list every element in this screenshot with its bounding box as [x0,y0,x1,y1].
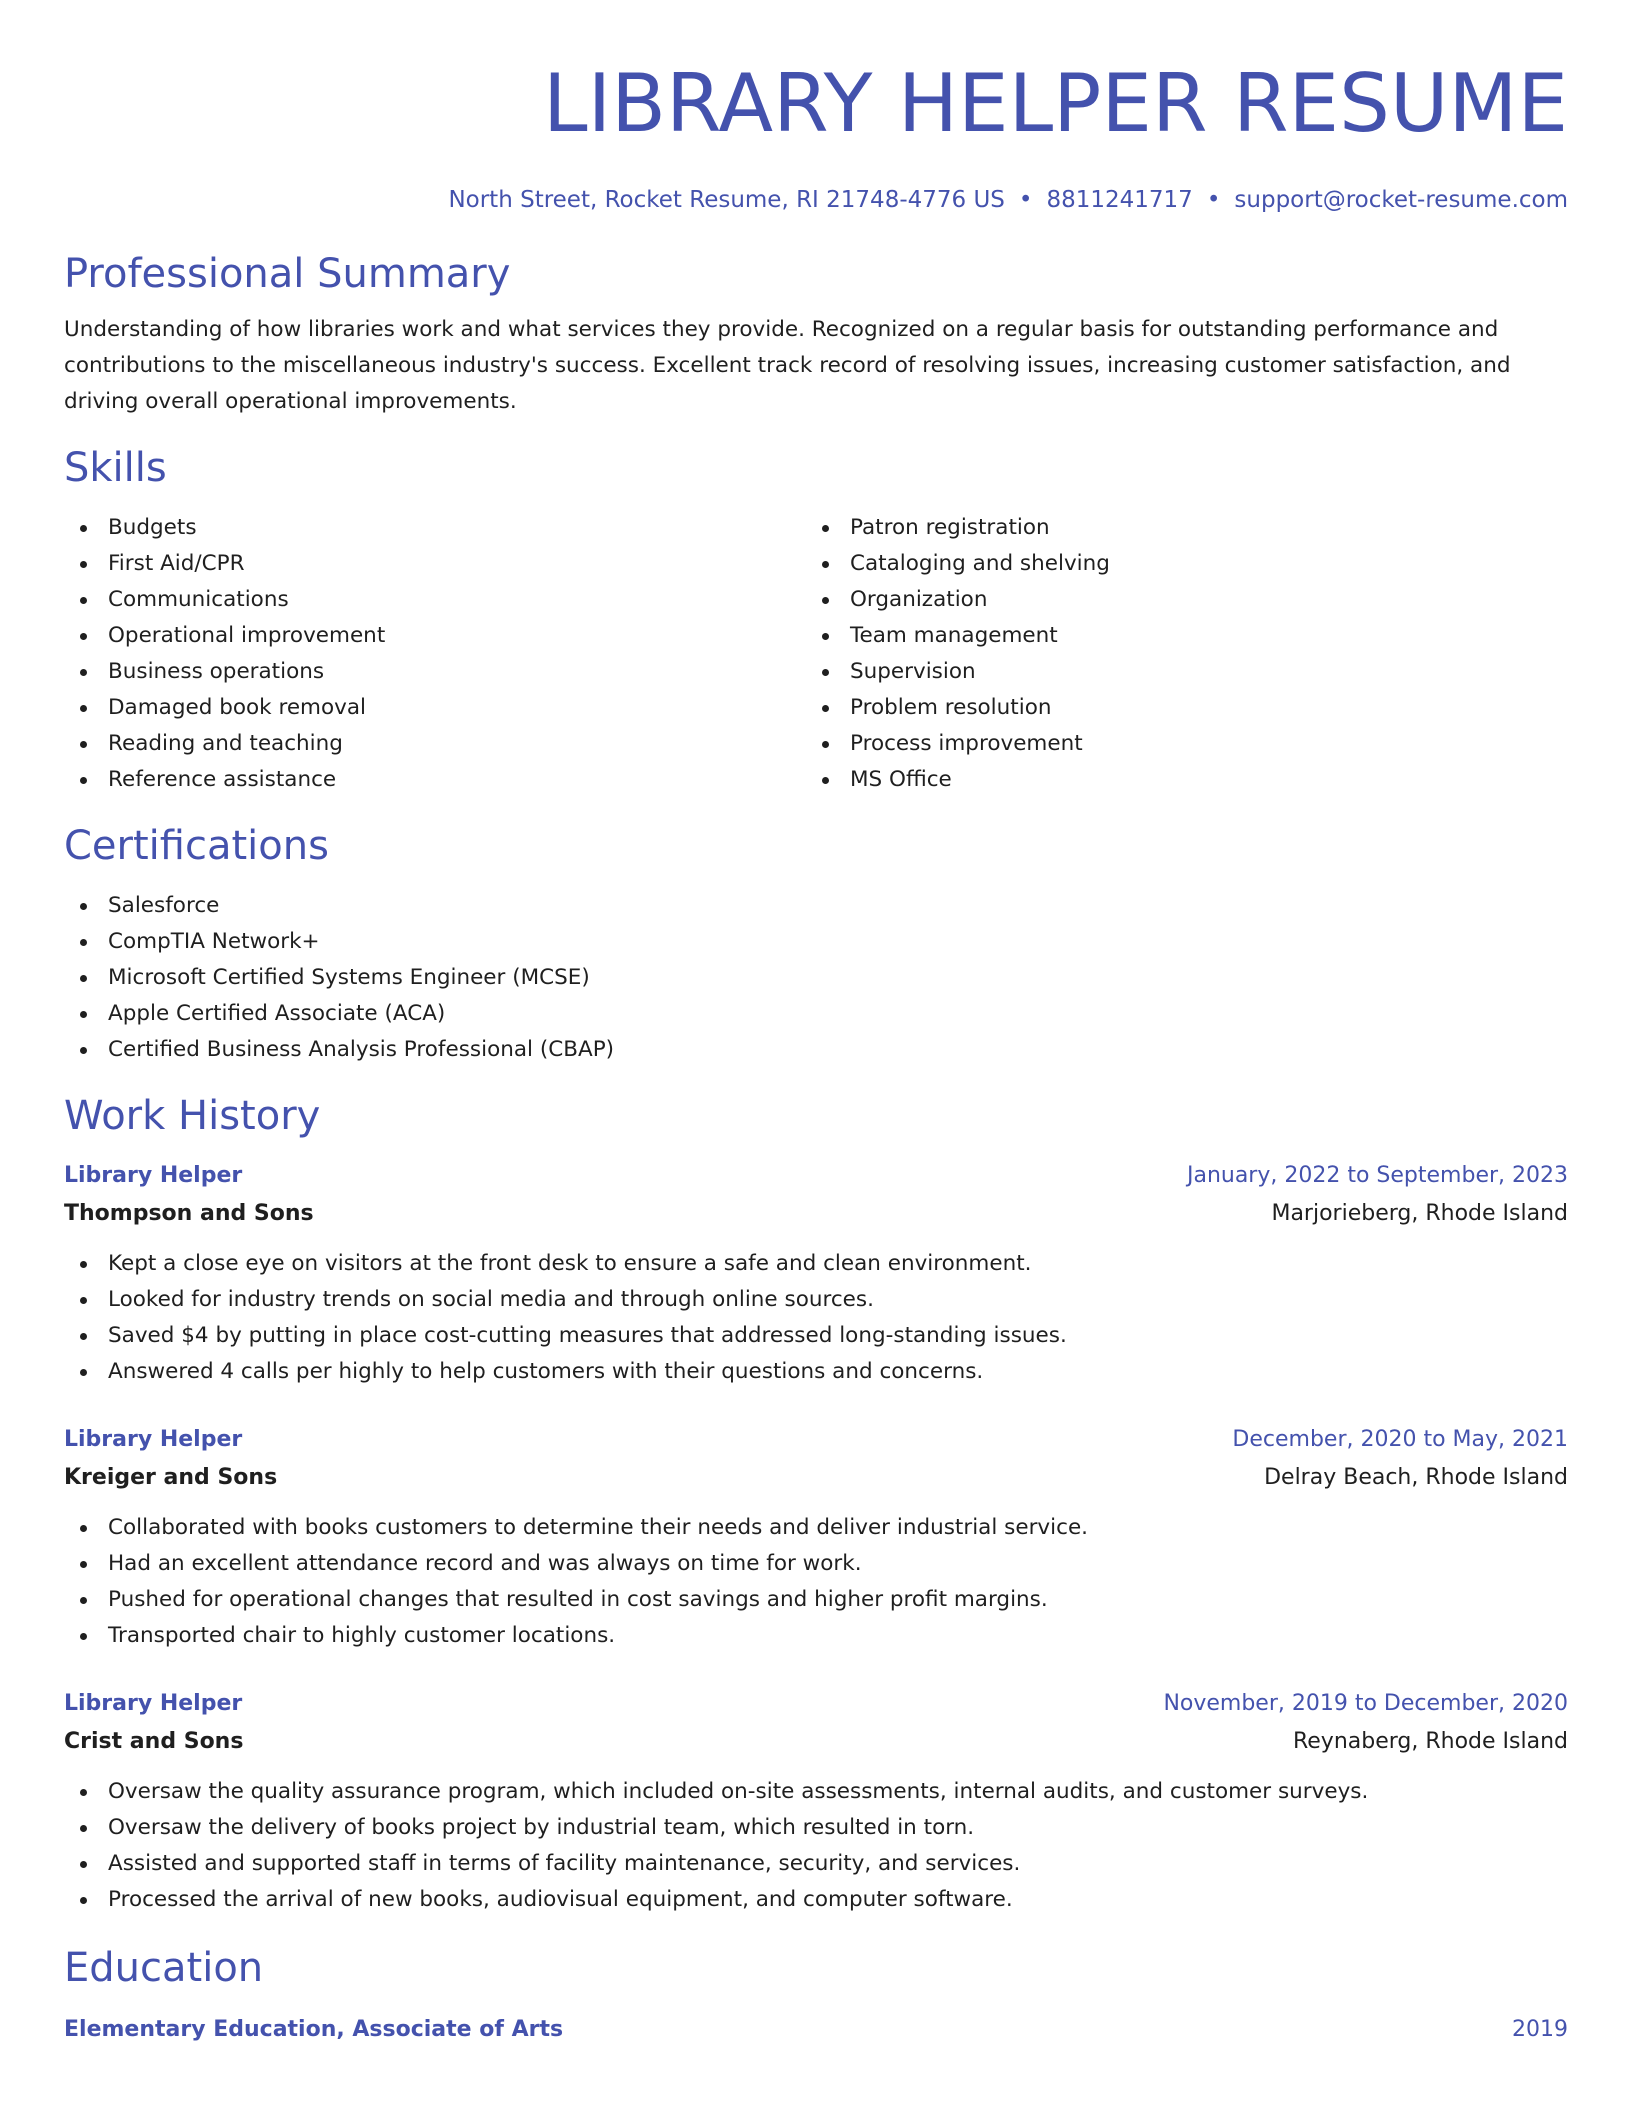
certifications-heading: Certifications [64,823,329,869]
job-location: Delray Beach, Rhode Island [1264,1465,1568,1490]
job-dates: December, 2020 to May, 2021 [1232,1427,1568,1452]
summary-text: Understanding of how libraries work and what services they provide. Recognized on a regular basis for outstanding performance and contributions to the miscellaneous industry's success. Excellent track record of resolving issues, increasing customer satisfaction, and driving overall operational improvements. [64,317,1511,414]
job-bullet: Saved $4 by putting in place cost-cutting measures that addressed long-standing issues. [64,1318,1568,1354]
contact-separator: • [1206,187,1221,213]
job-location: Marjorieberg, Rhode Island [1271,1201,1568,1226]
skills-heading: Skills [64,445,167,491]
job-bullet: Collaborated with books customers to determine their needs and deliver industrial service. [64,1510,1568,1546]
job-dates: November, 2019 to December, 2020 [1163,1691,1568,1716]
job-bullet: Pushed for operational changes that resulted in cost savings and higher profit margins. [64,1582,1568,1618]
skill-item: Organization [806,582,1548,618]
summary-heading: Professional Summary [64,251,511,297]
certification-item: Salesforce [64,888,1568,924]
job-bullet: Had an excellent attendance record and was always on time for work. [64,1546,1568,1582]
job-entry [64,1422,1568,1654]
certification-item: Certified Business Analysis Professional (CBAP) [64,1032,1568,1068]
job-company-row [64,1194,1568,1234]
job-bullet: Looked for industry trends on social media and through online sources. [64,1282,1568,1318]
job-title: Library Helper [64,1691,243,1716]
skills-grid [64,510,1568,798]
skill-item: Reading and teaching [64,726,806,762]
job-bullets [64,1246,1568,1390]
skills-list-right [806,510,1548,798]
skill-item: First Aid/CPR [64,546,806,582]
contact-phone: 8811241717 [1046,187,1193,213]
skill-item: Operational improvement [64,618,806,654]
job-company-row [64,1722,1568,1762]
job-bullet: Oversaw the delivery of books project by industrial team, which resulted in torn. [64,1810,1568,1846]
job-location: Reynaberg, Rhode Island [1292,1729,1568,1754]
job-company: Kreiger and Sons [64,1465,278,1490]
job-title-row [64,1158,1568,1194]
job-company-row [64,1458,1568,1498]
job-dates: January, 2022 to September, 2023 [1186,1163,1568,1188]
skill-item: Cataloging and shelving [806,546,1548,582]
skill-item: MS Office [806,762,1548,798]
contact-email: support@rocket-resume.com [1234,187,1568,213]
job-bullet: Answered 4 calls per highly to help customers with their questions and concerns. [64,1354,1568,1390]
job-company: Crist and Sons [64,1729,244,1754]
skill-item: Team management [806,618,1548,654]
education-heading: Education [64,1945,264,1991]
skill-item: Reference assistance [64,762,806,798]
job-title: Library Helper [64,1427,243,1452]
job-bullets [64,1774,1568,1918]
skills-list-left [64,510,806,798]
education-year: 2019 [1512,2017,1568,2042]
job-title: Library Helper [64,1163,243,1188]
job-bullets [64,1510,1568,1654]
job-bullet: Kept a close eye on visitors at the front desk to ensure a safe and clean environment. [64,1246,1568,1282]
education-row [64,2012,1568,2048]
job-bullet: Oversaw the quality assurance program, which included on-site assessments, internal audits, and customer surveys. [64,1774,1568,1810]
job-bullet: Processed the arrival of new books, audiovisual equipment, and computer software. [64,1882,1568,1918]
skill-item: Budgets [64,510,806,546]
skill-item: Business operations [64,654,806,690]
certification-item: Apple Certified Associate (ACA) [64,996,1568,1032]
skill-item: Supervision [806,654,1548,690]
job-bullet: Assisted and supported staff in terms of facility maintenance, security, and services. [64,1846,1568,1882]
skill-item: Communications [64,582,806,618]
contact-line [64,184,1568,216]
skill-item: Patron registration [806,510,1548,546]
job-company: Thompson and Sons [64,1201,314,1226]
job-entry [64,1686,1568,1918]
job-title-row [64,1686,1568,1722]
job-entry [64,1158,1568,1390]
work-history-heading: Work History [64,1093,321,1139]
job-bullet: Transported chair to highly customer locations. [64,1618,1568,1654]
skill-item: Damaged book removal [64,690,806,726]
skill-item: Process improvement [806,726,1548,762]
education-degree: Elementary Education, Associate of Arts [64,2017,564,2042]
certification-item: CompTIA Network+ [64,924,1568,960]
certifications-list [64,888,1568,1068]
certification-item: Microsoft Certified Systems Engineer (MCSE) [64,960,1568,996]
job-title-row [64,1422,1568,1458]
contact-separator: • [1018,187,1033,213]
skill-item: Problem resolution [806,690,1548,726]
contact-address: North Street, Rocket Resume, RI 21748-4776 US [448,187,1005,213]
resume-title: LIBRARY HELPER RESUME [543,57,1568,150]
